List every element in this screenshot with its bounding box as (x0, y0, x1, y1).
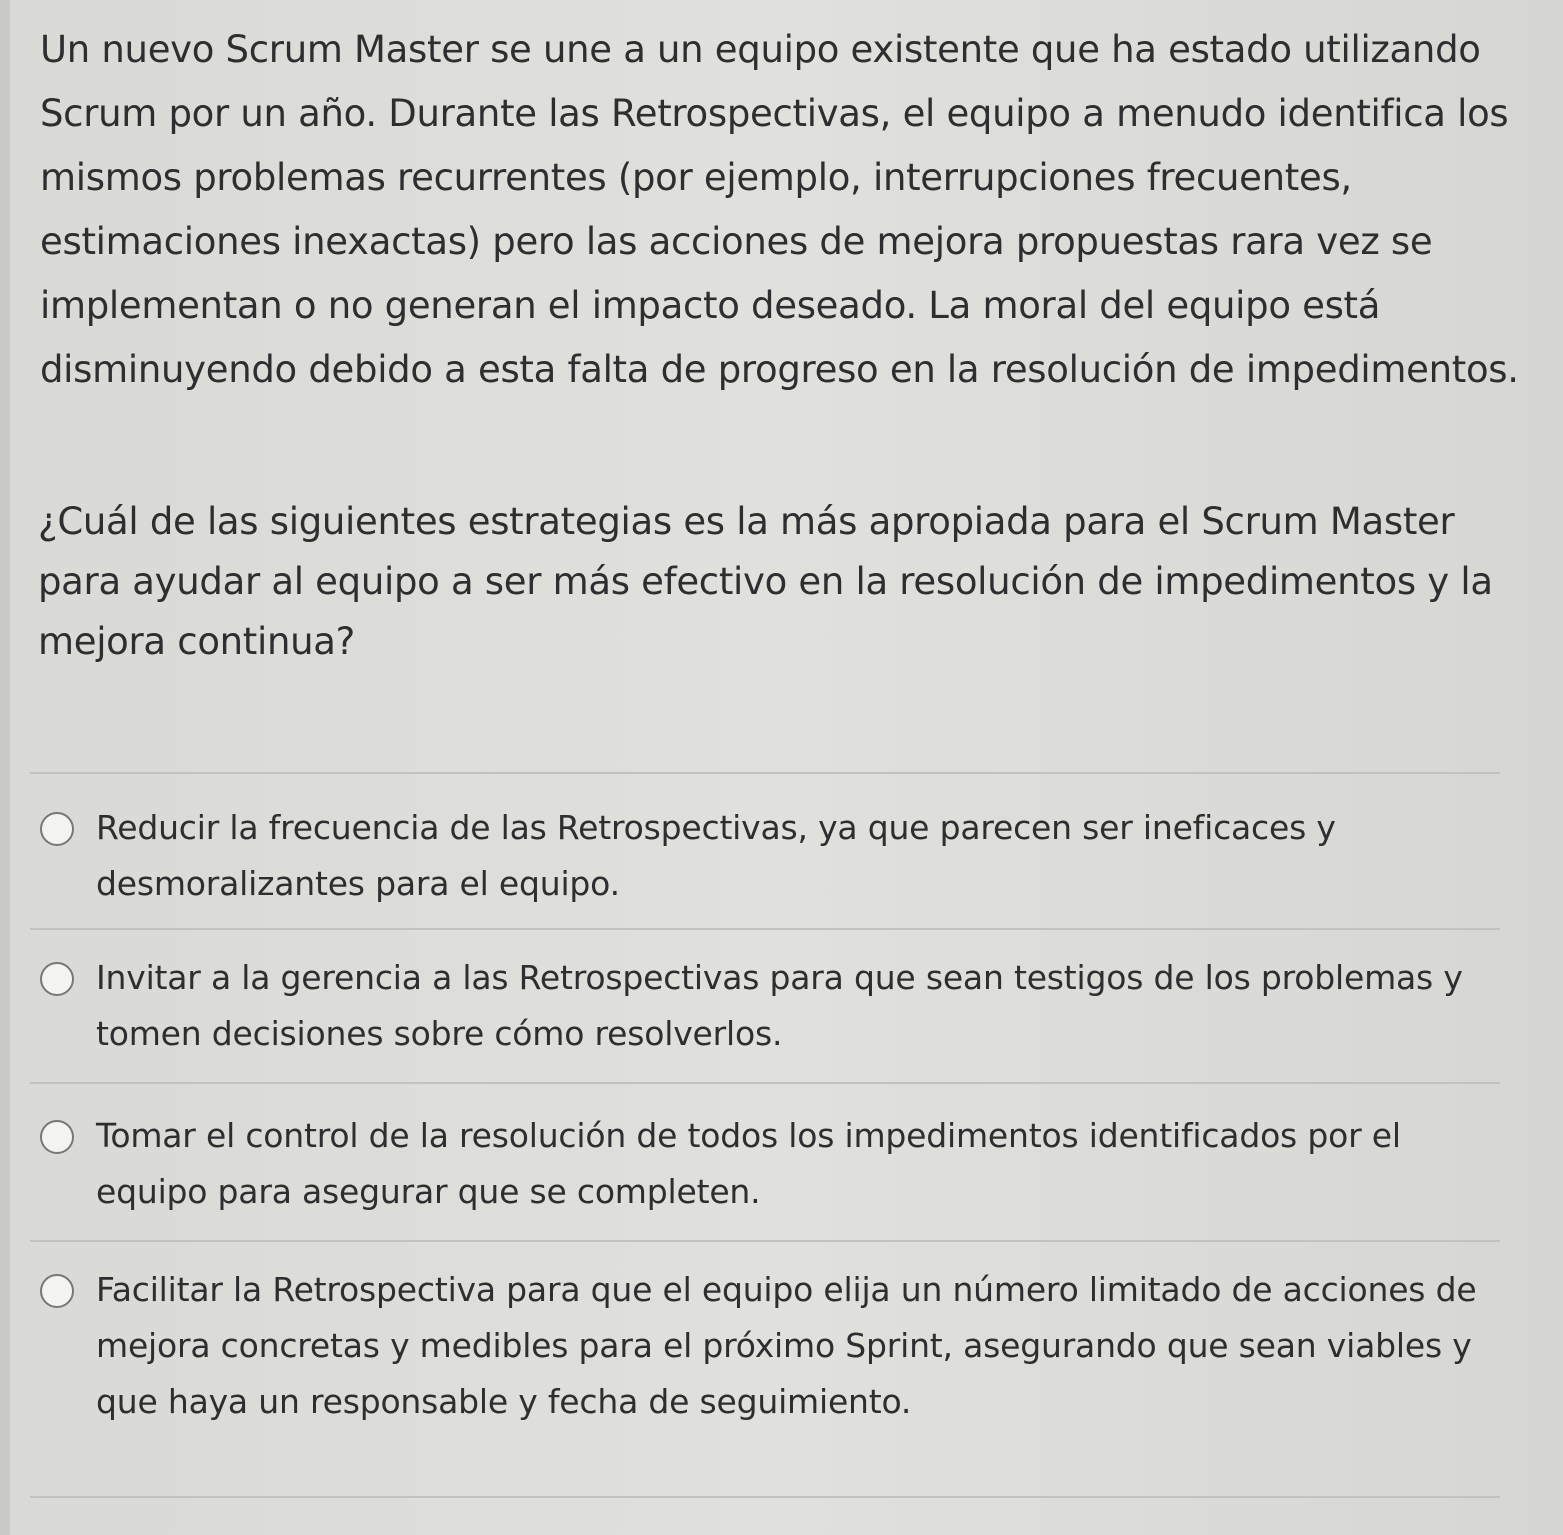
divider (30, 928, 1500, 930)
divider (30, 1496, 1500, 1498)
answer-option-2[interactable] (30, 950, 1490, 1062)
radio-button-2[interactable] (40, 962, 74, 996)
radio-button-1[interactable] (40, 812, 74, 846)
answer-option-4[interactable] (30, 1262, 1490, 1430)
divider (30, 1082, 1500, 1084)
question-stem: Un nuevo Scrum Master se une a un equipo existente que ha estado utilizando Scrum por un año. Durante las Retrospectivas, el equipo a menudo identifica los mismos problemas recurrentes (por ejemplo, interrupciones frecuentes, estimaciones inexactas) pero las acciones de mejora propuestas rara vez se implementan o no generan el impacto deseado. La moral del equipo está disminuyendo debido a esta falta de progreso en la resolución de impedimentos. (40, 28, 1519, 391)
radio-button-4[interactable] (40, 1274, 74, 1308)
question-prompt: ¿Cuál de las siguientes estrategias es la más apropiada para el Scrum Master para ayudar al equipo a ser más efectivo en la resolución de impedimentos y la mejora continua? (38, 500, 1493, 663)
answer-option-label: Facilitar la Retrospectiva para que el equipo elija un número limitado de acciones de mejora concretas y medibles para el próximo Sprint, asegurando que sean viables y que haya un responsable y fecha de seguimiento. (96, 1270, 1477, 1421)
answer-option-label: Invitar a la gerencia a las Retrospectivas para que sean testigos de los problemas y tomen decisiones sobre cómo resolverlos. (96, 958, 1463, 1053)
answer-option-label: Reducir la frecuencia de las Retrospectivas, ya que parecen ser ineficaces y desmoralizantes para el equipo. (96, 808, 1336, 903)
answer-option-1[interactable] (30, 800, 1490, 912)
answer-option-3[interactable] (30, 1108, 1490, 1220)
radio-button-3[interactable] (40, 1120, 74, 1154)
page-edge (0, 0, 10, 1535)
divider (30, 772, 1500, 774)
answer-option-label: Tomar el control de la resolución de todos los impedimentos identificados por el equipo para asegurar que se completen. (96, 1116, 1401, 1211)
divider (30, 1240, 1500, 1242)
